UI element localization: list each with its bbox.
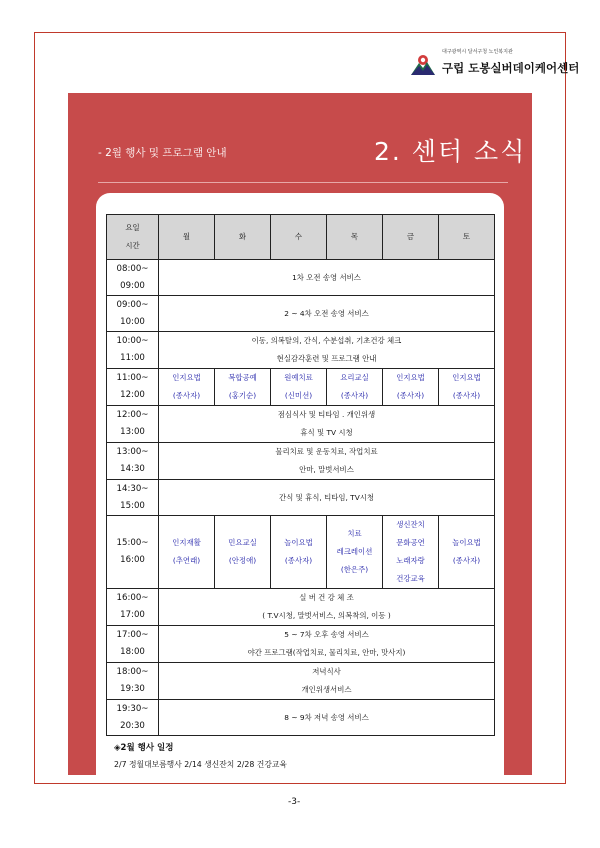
cell-line: 놀이요법 (452, 538, 481, 547)
center-logo (406, 46, 580, 80)
time-cell (107, 296, 159, 332)
cell-line: 생신잔치 (396, 520, 425, 529)
time-cell (107, 260, 159, 296)
activity-cell (159, 332, 495, 369)
cell-line: 요일 (125, 223, 140, 232)
cell-line: 09:00~ (116, 299, 149, 310)
cell-line: 민요교실 (228, 538, 257, 547)
cell-line: 12:00~ (116, 410, 149, 420)
activity-cell (159, 700, 495, 736)
cell-line: (홍기순) (228, 391, 257, 400)
logo-center-name: 구립 도봉실버데이케어센터 (442, 61, 580, 75)
banner-divider (98, 182, 508, 183)
program-cell (327, 369, 383, 406)
cell-line: (종사자) (452, 556, 481, 565)
weekly-schedule-table (106, 214, 495, 736)
cell-line: 2 ~ 4차 오전 송영 서비스 (284, 308, 369, 318)
cell-line: (종사자) (172, 391, 201, 400)
activity-cell (159, 480, 495, 516)
cell-line: 치료 (347, 529, 362, 538)
cell-line: 점심식사 및 티타임 . 개인위생 (277, 410, 376, 419)
program-cell (215, 369, 271, 406)
cell-line: 실 버 건 강 체 조 (299, 593, 354, 602)
time-cell (107, 406, 159, 443)
cell-line: 17:00 (120, 610, 145, 620)
cell-line: 이동, 의복탈의, 간식, 수분섭취, 기초건강 체크 (251, 336, 402, 345)
activity-cell (159, 296, 495, 332)
time-cell (107, 626, 159, 663)
time-cell (107, 700, 159, 736)
cell-line: 17:00~ (116, 630, 149, 640)
table-row (107, 663, 495, 700)
day-header: 목 (327, 215, 383, 260)
activity-cell (159, 443, 495, 480)
cell-line: (종사자) (452, 391, 481, 400)
day-header: 화 (215, 215, 271, 260)
table-row (107, 626, 495, 663)
cell-line: 5 ~ 7차 오후 송영 서비스 (284, 630, 369, 639)
day-header: 수 (271, 215, 327, 260)
cell-line: 11:00~ (116, 373, 149, 383)
cell-line: (종사자) (396, 391, 425, 400)
cell-line: 현실감각훈련 및 프로그램 안내 (276, 354, 377, 363)
program-cell (215, 516, 271, 589)
section-title: 2. 센터 소식 (374, 137, 527, 166)
cell-line: 12:00 (120, 390, 145, 400)
cell-line: 13:00 (120, 427, 145, 437)
cell-line: 19:30~ (116, 703, 149, 714)
cell-line: 저녁식사 (312, 667, 341, 676)
table-row (107, 369, 495, 406)
section-subtitle: - 2월 행사 및 프로그램 안내 (98, 147, 227, 159)
activity-cell (159, 663, 495, 700)
cell-line: 놀이요법 (284, 538, 313, 547)
table-row (107, 443, 495, 480)
program-cell (159, 369, 215, 406)
cell-line: 물리치료 및 운동치료, 작업치료 (275, 447, 378, 456)
cell-line: 18:00~ (116, 667, 149, 677)
cell-line: (추연래) (172, 556, 201, 565)
cell-line: 14:30 (120, 464, 145, 474)
cell-line: 15:00~ (116, 538, 149, 548)
table-row (107, 589, 495, 626)
activity-cell (159, 406, 495, 443)
cell-line: 10:00 (120, 316, 145, 327)
page-number: -3- (288, 797, 301, 807)
program-cell (383, 369, 439, 406)
cell-line: 원예치료 (284, 373, 313, 382)
program-cell (383, 516, 439, 589)
cell-line: 인지요법 (396, 373, 425, 382)
cell-line: (종사자) (340, 391, 369, 400)
logo-mountain-icon (410, 50, 436, 76)
cell-line: 문화공연 (396, 538, 425, 547)
events-heading: ◈2월 행사 일정 (114, 743, 174, 753)
time-cell (107, 332, 159, 369)
table-row (107, 480, 495, 516)
cell-line: (종사자) (284, 556, 313, 565)
cell-line: 1차 오전 송영 서비스 (292, 272, 361, 282)
day-header: 월 (159, 215, 215, 260)
events-list: 2/7 정월대보름행사 2/14 생신잔치 2/28 건강교육 (114, 760, 287, 769)
cell-line: 간식 및 휴식, 티타임, TV시청 (278, 492, 375, 502)
table-row (107, 516, 495, 589)
cell-line: 인지요법 (172, 373, 201, 382)
cell-line: ( T.V시청, 말벗서비스, 의복착의, 이동 ) (262, 611, 391, 620)
time-cell (107, 516, 159, 589)
cell-line: 인지재활 (172, 538, 201, 547)
cell-line: 개인위생서비스 (301, 685, 352, 694)
cell-line: 10:00~ (116, 336, 149, 346)
activity-cell (159, 260, 495, 296)
time-cell (107, 443, 159, 480)
cell-line: (신미선) (284, 391, 313, 400)
time-cell (107, 663, 159, 700)
program-cell (439, 516, 495, 589)
corner-header (107, 215, 159, 260)
table-row (107, 700, 495, 736)
activity-cell (159, 589, 495, 626)
cell-line: 레크레이션 (336, 547, 373, 556)
cell-line: 14:30~ (116, 483, 149, 494)
cell-line: 휴식 및 TV 시청 (300, 428, 353, 437)
cell-line: 16:00 (120, 555, 145, 565)
cell-line: 시간 (125, 241, 140, 250)
table-header-row (107, 215, 495, 260)
activity-cell (159, 626, 495, 663)
cell-line: 11:00 (120, 353, 145, 363)
cell-line: (한은주) (340, 565, 369, 574)
program-cell (159, 516, 215, 589)
cell-line: 8 ~ 9차 저녁 송영 서비스 (284, 712, 369, 722)
cell-line: 인지요법 (452, 373, 481, 382)
cell-line: 요리교실 (340, 373, 369, 382)
cell-line: 19:30 (120, 684, 145, 694)
cell-line: 13:00~ (116, 447, 149, 457)
table-row (107, 332, 495, 369)
day-header: 금 (383, 215, 439, 260)
program-cell (271, 369, 327, 406)
time-cell (107, 369, 159, 406)
cell-line: 건강교육 (396, 574, 425, 583)
cell-line: 노래자랑 (396, 556, 425, 565)
program-cell (271, 516, 327, 589)
logo-organization-text: 대구광역시 달서구청 노인복지관 (442, 49, 513, 55)
program-cell (439, 369, 495, 406)
table-row (107, 296, 495, 332)
table-row (107, 406, 495, 443)
cell-line: 18:00 (120, 647, 145, 657)
cell-line: 안마, 말벗서비스 (299, 465, 354, 474)
program-cell (327, 516, 383, 589)
cell-line: (안정애) (228, 556, 257, 565)
cell-line: 야간 프로그램(작업치료, 물리치료, 안마, 맛사지) (247, 648, 406, 657)
cell-line: 09:00 (120, 280, 145, 291)
cell-line: 08:00~ (116, 263, 149, 274)
day-header: 토 (439, 215, 495, 260)
time-cell (107, 480, 159, 516)
cell-line: 16:00~ (116, 593, 149, 603)
cell-line: 20:30 (120, 720, 145, 731)
time-cell (107, 589, 159, 626)
cell-line: 15:00 (120, 500, 145, 511)
cell-line: 복합공예 (228, 373, 257, 382)
table-row (107, 260, 495, 296)
